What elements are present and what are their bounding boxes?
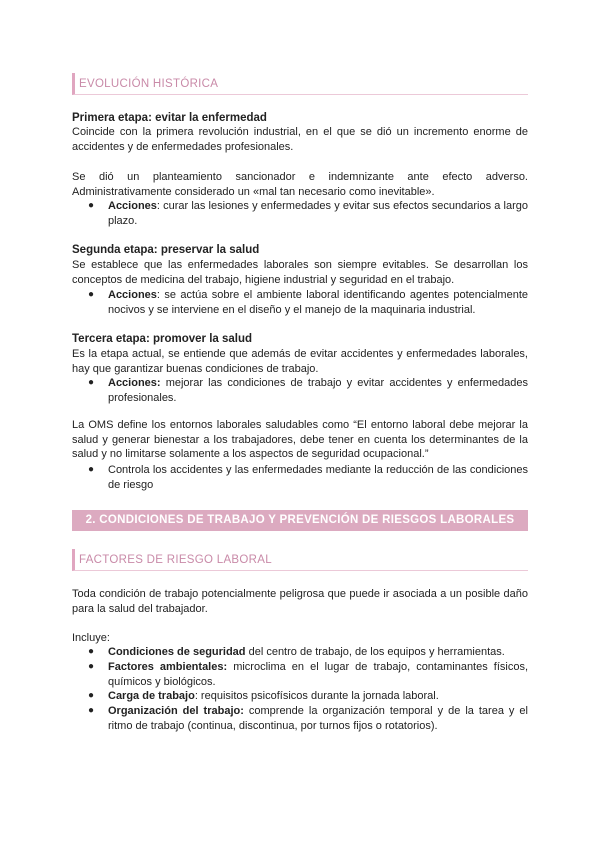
section-heading-evolucion: EVOLUCIÓN HISTÓRICA (72, 73, 528, 95)
stage2-actions-bullet (88, 288, 528, 317)
bullet-text: microclima en el lugar de trabajo, contaminantes físicos, químicos y biológicos. (108, 661, 529, 688)
bullet-label: Carga de trabajo (108, 690, 195, 702)
oms-bullet (88, 463, 528, 492)
bullet-label: Acciones: (108, 377, 161, 389)
bullet-label: Acciones (108, 200, 157, 212)
bullet-text: : se actúa sobre el ambiente laboral identificando agentes potencialmente nocivos y se interviene en el diseño y el manejo de la maquinaria industrial. (108, 289, 528, 316)
bullet-label: Factores ambientales: (108, 661, 228, 673)
bullet-icon: ● (88, 690, 95, 701)
stage3-title: Tercera etapa: promover la salud (72, 333, 253, 345)
stage2-paragraph-1: Se establece que las enfermedades laborales son siempre evitables. Se desarrollan los conceptos de medicina del trabajo, higiene industrial y seguridad en el trabajo. (72, 259, 528, 286)
bullet-text: : requisitos psicofísicos durante la jornada laboral. (194, 690, 439, 702)
bullet-icon: ● (88, 705, 95, 716)
stage1-paragraph-1: Coincide con la primera revolución industrial, en el que se dió un incremento enorme de accidentes y de enfermedades profesionales. (72, 126, 528, 153)
bullet-icon: ● (88, 646, 95, 657)
incluye-label: Incluye: (72, 632, 110, 644)
stage3-actions-bullet (88, 376, 528, 405)
bullet-text: del centro de trabajo, de los equipos y herramientas. (245, 646, 505, 658)
list-item (88, 689, 528, 704)
bullet-label: Organización del trabajo: (108, 705, 244, 717)
stage1-actions-bullet (88, 199, 528, 228)
bullet-text: : curar las lesiones y enfermedades y evitar sus efectos secundarios a largo plazo. (108, 200, 528, 227)
bullet-label: Condiciones de seguridad (108, 646, 246, 658)
stage1-title: Primera etapa: evitar la enfermedad (72, 112, 267, 124)
stage1-paragraph-2: Se dió un planteamiento sancionador e indemnizante ante efecto adverso. Administrativamente considerado un «mal tan necesario como inevitable». (72, 171, 528, 198)
list-item (88, 704, 528, 733)
list-item (88, 645, 528, 660)
stage3-paragraph-1: Es la etapa actual, se entiende que además de evitar accidentes y enfermedades laborales, hay que garantizar buenas condiciones de trabajo. (72, 348, 528, 375)
stage2-title: Segunda etapa: preservar la salud (72, 244, 260, 256)
bullet-icon: ● (88, 200, 95, 211)
factores-paragraph: Toda condición de trabajo potencialmente peligrosa que puede ir asociada a un posible daño para la salud del trabajador. (72, 588, 528, 615)
bullet-icon: ● (88, 289, 95, 300)
bullet-label: Acciones (108, 289, 157, 301)
bullet-icon: ● (88, 661, 95, 672)
bullet-icon: ● (88, 464, 95, 475)
bullet-text: comprende la organización temporal y de la tarea y el ritmo de trabajo (continua, discontinua, por turnos fijos o rotatorios). (108, 705, 528, 732)
section-heading-factores: FACTORES DE RIESGO LABORAL (72, 549, 528, 571)
bullet-text: Controla los accidentes y las enfermedades mediante la reducción de las condiciones de riesgo (108, 464, 528, 491)
oms-paragraph: La OMS define los entornos laborales saludables como “El entorno laboral debe mejorar la salud y generar bienestar a los trabajadores, debe tener en cuenta los determinantes de la salud y no limitarse solamente a los aspectos de seguridad ocupacional.” (72, 419, 528, 461)
bullet-icon: ● (88, 377, 95, 388)
list-item (88, 660, 529, 689)
chapter-banner: 2. CONDICIONES DE TRABAJO Y PREVENCIÓN DE RIESGOS LABORALES (72, 510, 528, 531)
bullet-text: mejorar las condiciones de trabajo y evitar accidentes y enfermedades profesionales. (108, 377, 528, 404)
